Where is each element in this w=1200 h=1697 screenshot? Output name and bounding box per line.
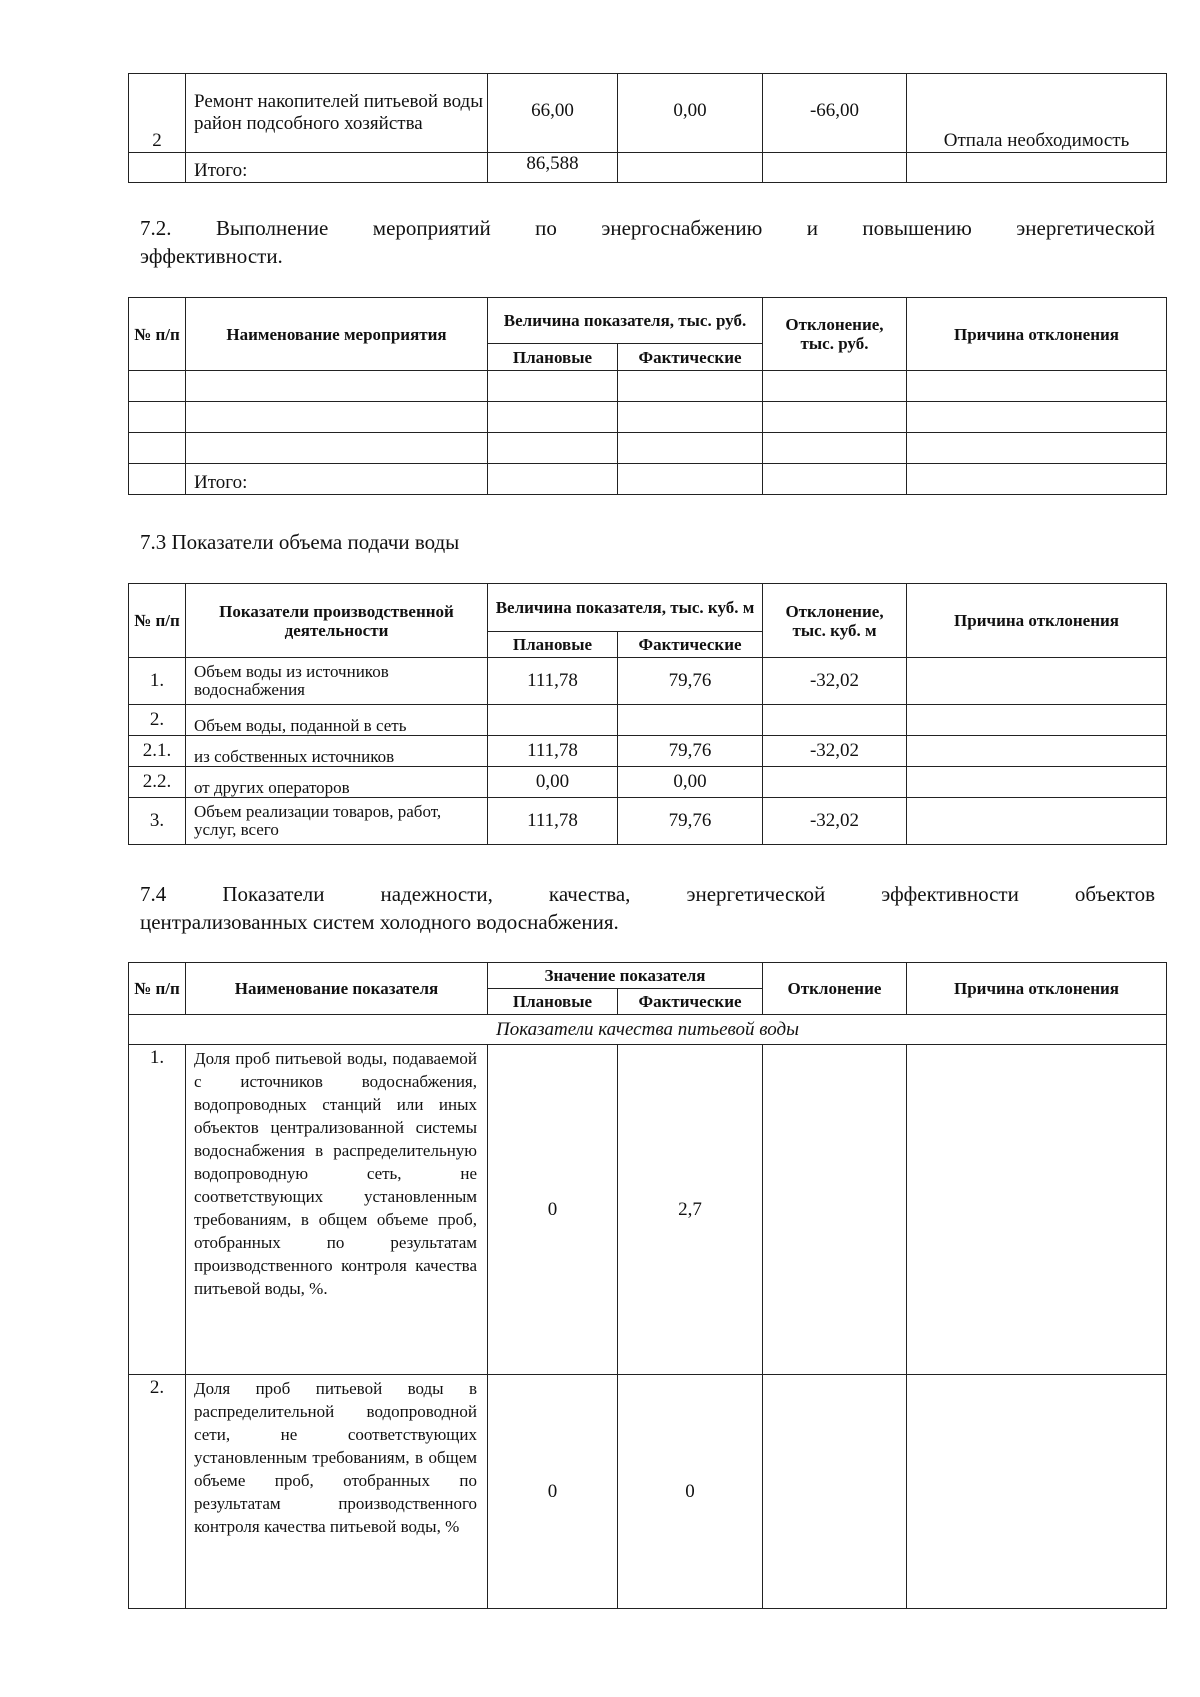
header-deviation: Отклонение [763, 963, 907, 1015]
table-row [129, 74, 1167, 153]
header-name: Показатели производственной деятельности [186, 584, 488, 658]
header-fact: Фактические [618, 989, 763, 1015]
header-value: Величина показателя, тыс. руб. [488, 298, 763, 344]
header-deviation: Отклонение, тыс. руб. [763, 298, 907, 371]
header-reason: Причина отклонения [907, 963, 1167, 1015]
group-title: Показатели качества питьевой воды [129, 1015, 1167, 1045]
row-reason [907, 658, 1167, 705]
section-7-4-line2: централизованных систем холодного водоснабжения. [140, 910, 619, 934]
row-total-label: Итого: [186, 464, 488, 495]
section-7-3-heading [140, 528, 1155, 556]
header-number: № п/п [129, 298, 186, 371]
header-name: Наименование мероприятия [186, 298, 488, 371]
table-row [129, 1375, 1167, 1609]
row-fact: 0,00 [618, 767, 763, 798]
table-row [129, 798, 1167, 845]
table-row [129, 153, 1167, 183]
table-capital-repairs [128, 73, 1167, 183]
row-name: от других операторов [186, 767, 488, 798]
row-reason [907, 736, 1167, 767]
row-number: 2.2. [129, 767, 186, 798]
row-reason: Отпала необходимость [907, 74, 1167, 153]
header-plan: Плановые [488, 632, 618, 658]
section-7-3-title: 7.3 Показатели объема подачи воды [140, 530, 460, 554]
header-row [129, 298, 1167, 344]
row-fact: 79,76 [618, 658, 763, 705]
row-reason [907, 705, 1167, 736]
table-row [129, 371, 1167, 402]
section-7-2-heading [140, 214, 1155, 270]
group-row [129, 1015, 1167, 1045]
row-name: Доля проб питьевой воды, подаваемой с источников водоснабжения, водопроводных станций или иных объектов централизованной системы водоснабжения в распределительную водопроводную сеть, не соответствующих установленным требованиям, в общем объеме проб, отобранных по результатам производственного контроля качества питьевой воды, %. [186, 1045, 488, 1375]
table-row [129, 464, 1167, 495]
row-total-label: Итого: [186, 153, 488, 183]
row-deviation: -32,02 [763, 736, 907, 767]
row-number: 3. [129, 798, 186, 845]
table-row [129, 705, 1167, 736]
row-reason [907, 153, 1167, 183]
row-plan: 111,78 [488, 658, 618, 705]
table-row [129, 658, 1167, 705]
row-deviation: -66,00 [763, 74, 907, 153]
row-deviation [763, 1045, 907, 1375]
row-name: Доля проб питьевой воды в распределительной водопроводной сети, не соответствующих установленным требованиям, в общем объеме проб, отобранных по результатам производственного контроля качества питьевой воды, % [186, 1375, 488, 1609]
row-deviation [763, 153, 907, 183]
row-number: 1. [129, 658, 186, 705]
row-deviation [763, 1375, 907, 1609]
header-reason: Причина отклонения [907, 584, 1167, 658]
row-deviation: -32,02 [763, 658, 907, 705]
section-7-4-line1: 7.4 Показатели надежности, качества, энергетической эффективности объектов [140, 882, 1155, 906]
row-number: 2 [129, 74, 186, 153]
header-fact: Фактические [618, 632, 763, 658]
header-number: № п/п [129, 963, 186, 1015]
row-number: 2. [129, 705, 186, 736]
row-name: Объем воды, поданной в сеть [186, 705, 488, 736]
row-deviation [763, 767, 907, 798]
row-number: 2. [129, 1375, 186, 1609]
header-plan: Плановые [488, 989, 618, 1015]
row-name: из собственных источников [186, 736, 488, 767]
row-fact: 0,00 [618, 74, 763, 153]
header-fact: Фактические [618, 344, 763, 371]
row-fact: 79,76 [618, 798, 763, 845]
row-plan: 0 [488, 1045, 618, 1375]
table-water-supply-volume [128, 583, 1167, 845]
section-7-2-line1: 7.2. Выполнение мероприятий по энергоснабжению и повышению энергетической [140, 216, 1155, 240]
row-reason [907, 798, 1167, 845]
table-row [129, 767, 1167, 798]
row-plan: 0 [488, 1375, 618, 1609]
table-row [129, 433, 1167, 464]
row-plan: 111,78 [488, 798, 618, 845]
row-fact [618, 705, 763, 736]
row-plan: 111,78 [488, 736, 618, 767]
row-reason [907, 767, 1167, 798]
row-plan: 0,00 [488, 767, 618, 798]
header-name: Наименование показателя [186, 963, 488, 1015]
section-7-2-line2: эффективности. [140, 244, 283, 268]
row-name: Объем реализации товаров, работ, услуг, всего [186, 798, 488, 845]
row-plan [488, 705, 618, 736]
row-number [129, 153, 186, 183]
row-number: 1. [129, 1045, 186, 1375]
row-fact [618, 153, 763, 183]
row-plan: 86,588 [488, 153, 618, 183]
table-quality-indicators [128, 962, 1167, 1609]
row-name: Объем воды из источников водоснабжения [186, 658, 488, 705]
row-name: Ремонт накопителей питьевой воды район подсобного хозяйства [186, 74, 488, 153]
row-plan: 66,00 [488, 74, 618, 153]
table-row [129, 402, 1167, 433]
row-number: 2.1. [129, 736, 186, 767]
table-row [129, 1045, 1167, 1375]
header-row [129, 584, 1167, 632]
header-value: Величина показателя, тыс. куб. м [488, 584, 763, 632]
row-fact: 79,76 [618, 736, 763, 767]
header-value: Значение показателя [488, 963, 763, 989]
row-deviation: -32,02 [763, 798, 907, 845]
row-fact: 0 [618, 1375, 763, 1609]
row-deviation [763, 705, 907, 736]
row-reason [907, 1045, 1167, 1375]
header-reason: Причина отклонения [907, 298, 1167, 371]
row-reason [907, 1375, 1167, 1609]
section-7-4-heading [140, 880, 1155, 936]
header-deviation: Отклонение, тыс. куб. м [763, 584, 907, 658]
table-energy-measures [128, 297, 1167, 495]
row-fact: 2,7 [618, 1045, 763, 1375]
header-row [129, 963, 1167, 989]
table-row [129, 736, 1167, 767]
header-plan: Плановые [488, 344, 618, 371]
header-number: № п/п [129, 584, 186, 658]
